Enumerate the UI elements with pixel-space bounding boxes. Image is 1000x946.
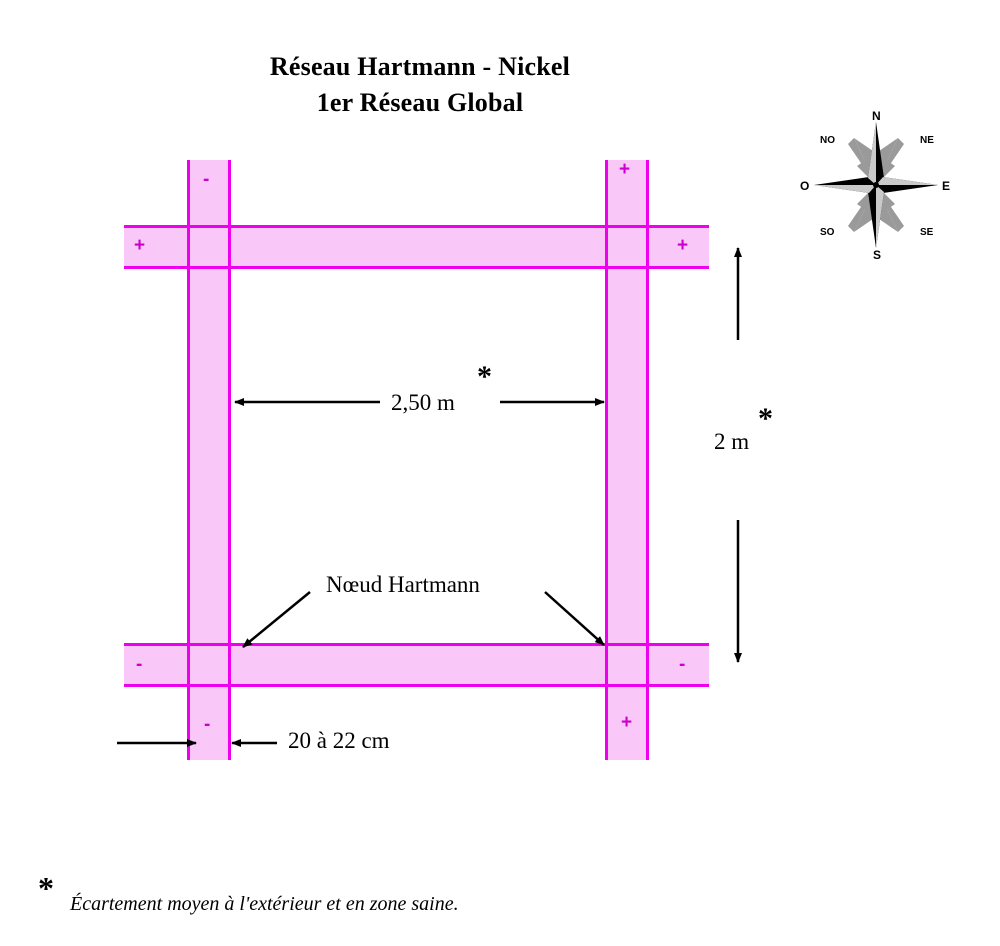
page-subtitle: 1er Réseau Global	[316, 88, 524, 117]
sign-top-left-vertical: -	[203, 169, 210, 190]
band-horizontal-bottom	[124, 643, 709, 687]
compass-southwest-label: SO	[820, 227, 835, 238]
sign-bottom-left-vertical: -	[204, 714, 211, 735]
line-horizontal-bottom-upper	[124, 643, 709, 646]
label-band-width: 20 à 22 cm	[288, 728, 390, 753]
label-node-hartmann: Nœud Hartmann	[326, 572, 480, 597]
compass-south-label: S	[873, 248, 882, 262]
label-vertical-spacing: 2 m	[714, 429, 750, 454]
compass-north-label: N	[872, 109, 881, 123]
band-horizontal-top	[124, 225, 709, 269]
compass-northeast-label: NE	[920, 135, 934, 146]
star-marker-vertical: *	[758, 402, 773, 435]
compass-west-label: O	[800, 179, 810, 193]
sign-bottom-right-vertical: +	[621, 712, 633, 733]
compass-east-label: E	[942, 179, 951, 193]
line-horizontal-top-lower	[124, 266, 709, 269]
line-vertical-left-outer	[187, 160, 190, 760]
compass-southeast-label: SE	[920, 227, 934, 238]
star-marker-horizontal: *	[477, 360, 492, 393]
line-horizontal-bottom-lower	[124, 684, 709, 687]
sign-left-horizontal-bottom: -	[136, 654, 143, 675]
page-title: Réseau Hartmann - Nickel	[269, 52, 571, 81]
label-horizontal-spacing: 2,50 m	[391, 390, 455, 415]
line-vertical-right-outer	[605, 160, 608, 760]
footnote-text: Écartement moyen à l'extérieur et en zone saine.	[70, 893, 459, 915]
sign-left-horizontal-top: +	[134, 235, 146, 256]
sign-top-right-vertical: +	[619, 159, 631, 180]
compass-rose	[796, 110, 956, 260]
line-horizontal-top-upper	[124, 225, 709, 228]
compass-northwest-label: NO	[820, 135, 835, 146]
sign-right-horizontal-bottom: -	[679, 654, 686, 675]
sign-right-horizontal-top: +	[677, 235, 689, 256]
footnote-marker: *	[38, 870, 54, 906]
line-vertical-right-inner	[646, 160, 649, 760]
line-vertical-left-inner	[228, 160, 231, 760]
